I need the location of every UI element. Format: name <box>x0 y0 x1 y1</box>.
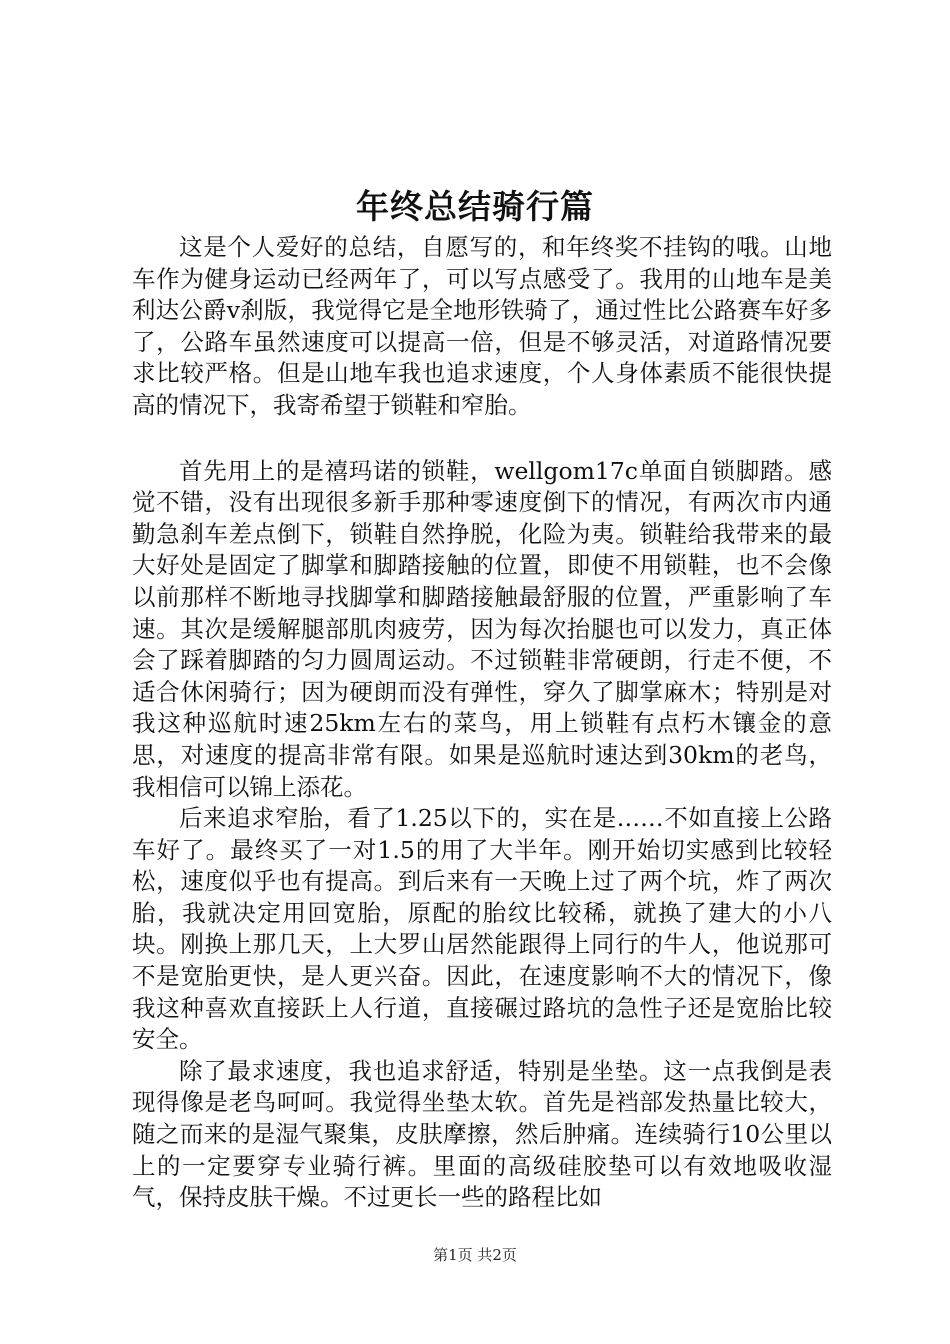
paragraph-saddle-comfort: 除了最求速度，我也追求舒适，特别是坐垫。这一点我倒是表现得像是老鸟呵呵。我觉得坐垫太软。首先是裆部发热量比较大，随之而来的是湿气聚集，皮肤摩擦，然后肿痛。连续骑行10公里以上的一定要穿专业骑行裤。里面的高级硅胶垫可以有效地吸收湿气，保持皮肤干燥。不过更长一些的路程比如 <box>132 1056 832 1212</box>
paragraph-narrow-tires: 后来追求窄胎，看了1.25以下的，实在是……不如直接上公路车好了。最终买了一对1.5的用了大半年。刚开始切实感到比较轻松，速度似乎也有提高。到后来有一天晚上过了两个坑，炸了两次胎，我就决定用回宽胎，原配的胎纹比较稀，就换了建大的小八块。刚换上那几天，上大罗山居然能跟得上同行的牛人，他说那可不是宽胎更快，是人更兴奋。因此，在速度影响不大的情况下，像我这种喜欢直接跃上人行道，直接碾过路坑的急性子还是宽胎比较安全。 <box>132 804 832 1054</box>
document-body <box>132 232 832 1214</box>
paragraph-lock-shoes: 首先用上的是禧玛诺的锁鞋，wellgom17c单面自锁脚踏。感觉不错，没有出现很多新手那种零速度倒下的情况，有两次市内通勤急刹车差点倒下，锁鞋自然挣脱，化险为夷。锁鞋给我带来的最大好处是固定了脚掌和脚踏接触的位置，即使不用锁鞋，也不会像以前那样不断地寻找脚掌和脚踏接触最舒服的位置，严重影响了车速。其次是缓解腿部肌肉疲劳，因为每次抬腿也可以发力，真正体会了踩着脚踏的匀力圆周运动。不过锁鞋非常硬朗，行走不便，不适合休闲骑行；因为硬朗而没有弹性，穿久了脚掌麻木；特别是对我这种巡航时速25km左右的菜鸟，用上锁鞋有点朽木镶金的意思，对速度的提高非常有限。如果是巡航时速达到30km的老鸟，我相信可以锦上添花。 <box>132 456 832 801</box>
page-number-footer: 第1页 共2页 <box>433 1246 517 1264</box>
paragraph-intro: 这是个人爱好的总结，自愿写的，和年终奖不挂钩的哦。山地车作为健身运动已经两年了，可以写点感受了。我用的山地车是美利达公爵v刹版，我觉得它是全地形铁骑了，通过性比公路赛车好多了，公路车虽然速度可以提高一倍，但是不够灵活，对道路情况要求比较严格。但是山地车我也追求速度，个人身体素质不能很快提高的情况下，我寄希望于锁鞋和窄胎。 <box>132 233 832 419</box>
paragraph-spacer <box>132 422 832 456</box>
document-title: 年终总结骑行篇 <box>356 187 594 226</box>
